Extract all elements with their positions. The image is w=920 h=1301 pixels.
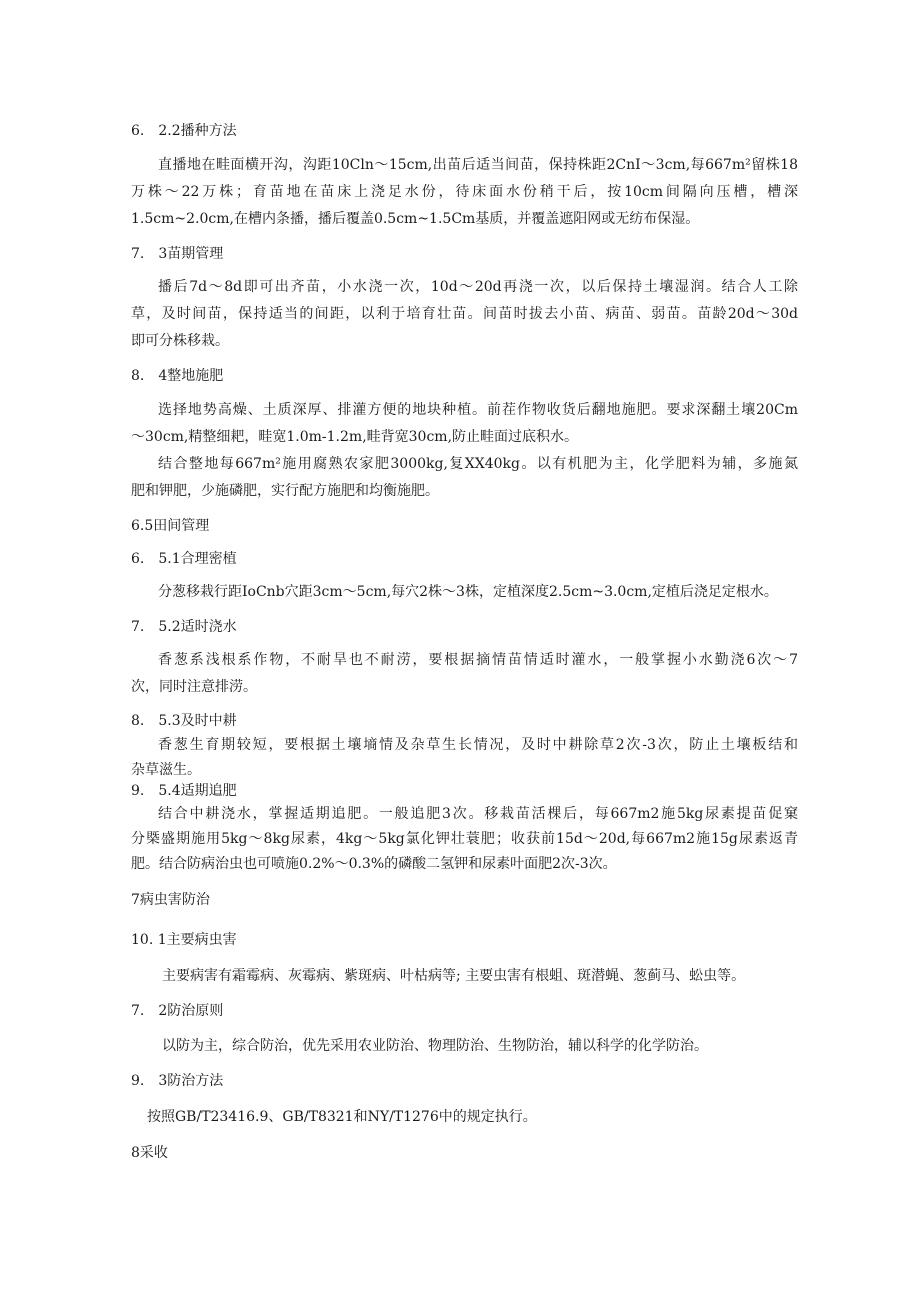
paragraph-line: 香葱系浅根系作物，不耐旱也不耐涝，要根据摘情苗情适时灌水，一般掌握小水勤浇6次～7: [158, 652, 798, 668]
section-heading-5-3: 8. 5.3及时中耕: [131, 713, 237, 729]
section-heading-4: 8. 4整地施肥: [131, 368, 224, 384]
paragraph-line: 播后7d～8d即可出齐苗，小水浇一次，10d～20d再浇一次，以后保持土壤湿润。结合人工除: [158, 279, 798, 295]
paragraph-line: 香葱生育期较短，要根据土壤墒情及杂草生长情况，及时中耕除草2次-3次，防止土壤板结和: [158, 737, 798, 753]
section-heading-5-2: 7. 5.2适时浇水: [131, 619, 237, 635]
paragraph-line: 选择地势高燥、土质深厚、排灌方便的地块种植。前茬作物收货后翻地施肥。要求深翻土壤20Cm: [158, 402, 798, 418]
paragraph-line: ～30cm,精整细耙，畦宽1.0m-1.2m,畦背宽30cm,防止畦面过底积水。: [131, 429, 579, 445]
paragraph-line: 杂草滋生。: [131, 762, 201, 778]
section-heading-5-4: 9. 5.4适期追肥: [131, 783, 237, 799]
paragraph-line: 1.5cm~2.0cm,在槽内条播，播后覆盖0.5cm~1.5Cm基质，并覆盖遮阳网或无纺布保湿。: [131, 211, 700, 227]
section-heading-7: 7病虫害防治: [131, 892, 210, 908]
paragraph-line: 次，同时注意排涝。: [131, 679, 257, 695]
paragraph-line: 肥和钾肥，少施磷肥，实行配方施肥和均衡施肥。: [131, 483, 439, 499]
paragraph-line: 主要病害有霜霉病、灰霉病、紫斑病、叶枯病等; 主要虫害有根蛆、斑潜蝇、葱蓟马、蚣虫等。: [162, 968, 746, 984]
paragraph-line: 即可分株移栽。: [131, 333, 229, 349]
paragraph-line: 万株～22万株；育苗地在苗床上浇足水份，待床面水份稍干后，按10cm间隔向压槽，槽深: [131, 184, 798, 200]
section-heading-2-2: 6. 2.2播种方法: [131, 123, 237, 139]
paragraph-line: 以防为主，综合防治，优先采用农业防治、物理防治、生物防治，辅以科学的化学防治。: [162, 1038, 708, 1054]
section-heading-6-5: 6.5田间管理: [131, 518, 210, 534]
section-heading-7-2: 7. 2防治原则: [131, 1003, 224, 1019]
paragraph-line: 分槩盛期施用5kg～8kg尿素，4kg～5kg氯化钾壮蓑肥；收获前15d～20d,每667m2施15g尿素返青: [131, 831, 798, 847]
section-heading-7-3: 9. 3防治方法: [131, 1073, 224, 1089]
paragraph-line: 结合中耕浇水，掌握适期追肥。一般追肥3次。移栽苗活棵后，每667m2施5kg尿素提苗促窠: [158, 806, 798, 822]
section-heading-3: 7. 3苗期管理: [131, 246, 224, 262]
paragraph-line: 肥。结合防病治虫也可喷施0.2%～0.3%的磷酸二氢钾和尿素叶面肥2次-3次。: [131, 856, 617, 872]
section-heading-7-1: 10. 1主要病虫害: [131, 932, 237, 948]
paragraph-line: 草，及时间苗，保持适当的间距，以利于培育壮苗。间苗时拔去小苗、病苗、弱苗。苗龄20d～30d: [131, 306, 798, 322]
paragraph-line: 分葱移栽行距IoCnb穴距3cm～5cm,每穴2株～3株，定植深度2.5cm~3.0cm,定植后浇足定根水。: [158, 584, 778, 600]
paragraph-line: 按照GB/T23416.9、GB/T8321和NY/T1276中的规定执行。: [147, 1109, 537, 1125]
section-heading-5-1: 6. 5.1合理密植: [131, 551, 237, 567]
section-heading-8: 8采收: [131, 1145, 168, 1161]
paragraph-line: 结合整地每667m²施用腐熟农家肥3000kg,复XX40kg。以有机肥为主，化学肥料为辅，多施氮: [158, 456, 798, 472]
paragraph-line: 直播地在畦面横开沟，沟距10Cln～15cm,出苗后适当间苗，保持株距2CnI～3cm,每667m²留株18: [158, 157, 798, 173]
